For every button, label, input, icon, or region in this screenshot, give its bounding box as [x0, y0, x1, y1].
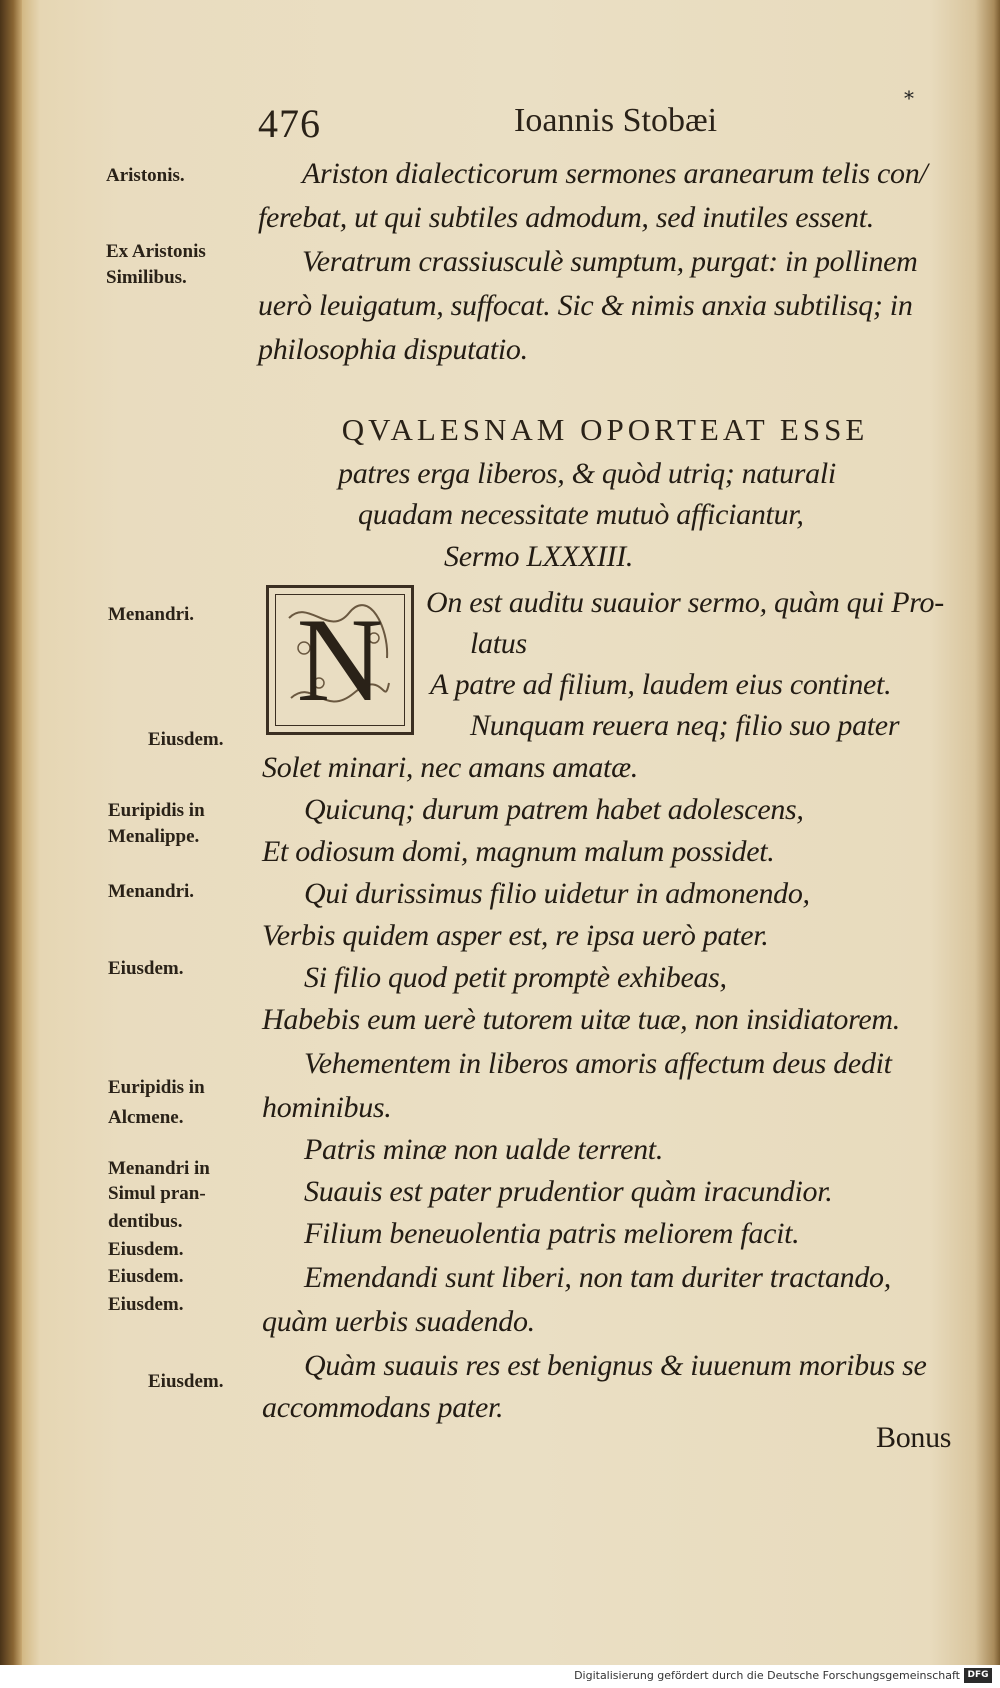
margin-note: Euripidis in [108, 1077, 205, 1098]
margin-note: Aristonis. [106, 165, 185, 186]
margin-note: Eiusdem. [108, 958, 184, 979]
dfg-logo: DFG [964, 1668, 992, 1683]
running-head: Ioannis Stobæi [514, 102, 718, 139]
text-line: Nunquam reuera neq; filio suo pater [470, 709, 900, 742]
text-line: philosophia disputatio. [258, 333, 528, 366]
text-line: Emendandi sunt liberi, non tam duriter tractando, [304, 1261, 891, 1294]
text-line: Habebis eum uerè tutorem uitæ tuæ, non insidiatorem. [262, 1003, 900, 1036]
text-line: latus [470, 627, 527, 660]
section-title: QVALESNAM OPORTEAT ESSE [341, 412, 869, 447]
sermon-number: Sermo LXXXIII. [444, 540, 634, 573]
text-line: Et odiosum domi, magnum malum possidet. [262, 835, 775, 868]
margin-note: Eiusdem. [108, 1294, 184, 1315]
text-line: Ariston dialecticorum sermones aranearum telis con/ [302, 157, 928, 190]
margin-note: Eiusdem. [108, 1239, 184, 1260]
text-line: Qui durissimus filio uidetur in admonendo, [304, 877, 810, 910]
footer-credit: Digitalisierung gefördert durch die Deutsche Forschungsgemeinschaft [574, 1669, 960, 1682]
initial-letter: N [296, 593, 384, 726]
text-line: Patris minæ non ualde terrent. [304, 1133, 664, 1166]
text-line: Verbis quidem asper est, re ipsa uerò pater. [262, 919, 769, 952]
text-line: Suauis est pater prudentior quàm iracundior. [304, 1175, 833, 1208]
text-line: On est auditu suauior sermo, quàm qui Pro- [426, 586, 944, 619]
margin-note: dentibus. [108, 1211, 183, 1232]
margin-note: Eiusdem. [108, 1266, 184, 1287]
margin-note: Alcmene. [108, 1107, 184, 1128]
margin-note: Eiusdem. [148, 729, 224, 750]
margin-note: Menandri in [108, 1158, 210, 1179]
text-line: Veratrum crassiusculè sumptum, purgat: in pollinem [302, 245, 918, 278]
text-line: Solet minari, nec amans amatæ. [262, 751, 638, 784]
page-number: 476 [258, 101, 321, 146]
digitization-footer [0, 1665, 1000, 1688]
ornamental-initial [266, 585, 414, 735]
text-line: ferebat, ut qui subtiles admodum, sed inutiles essent. [258, 201, 874, 234]
text-line: Si filio quod petit promptè exhibeas, [304, 961, 727, 994]
margin-note: Similibus. [106, 267, 187, 288]
margin-note: Menalippe. [108, 826, 200, 847]
text-line: Filium beneuolentia patris meliorem facit. [304, 1217, 800, 1250]
margin-note: Menandri. [108, 881, 195, 902]
book-spine [0, 0, 22, 1665]
margin-note: Euripidis in [108, 800, 205, 821]
text-line: quàm uerbis suadendo. [262, 1305, 535, 1338]
section-subtitle: patres erga liberos, & quòd utriq; naturali [338, 457, 836, 490]
text-line: uerò leuigatum, suffocat. Sic & nimis anxia subtilisq; in [258, 289, 913, 322]
section-subtitle: quadam necessitate mutuò afficiantur, [358, 498, 804, 531]
margin-note: Simul pran- [108, 1183, 206, 1204]
margin-note: Menandri. [108, 604, 195, 625]
text-line: accommodans pater. [262, 1391, 504, 1424]
text-line: hominibus. [262, 1091, 392, 1124]
text-line: Quàm suauis res est benignus & iuuenum moribus se [304, 1349, 927, 1382]
text-line: A patre ad filium, laudem eius continet. [430, 668, 892, 701]
margin-note: Ex Aristonis [106, 241, 206, 262]
margin-note: Eiusdem. [148, 1371, 224, 1392]
asterisk-mark: * [904, 86, 914, 110]
text-line: Quicunq; durum patrem habet adolescens, [304, 793, 804, 826]
text-line: Vehementem in liberos amoris affectum deus dedit [304, 1047, 892, 1080]
catchword: Bonus [876, 1421, 952, 1454]
